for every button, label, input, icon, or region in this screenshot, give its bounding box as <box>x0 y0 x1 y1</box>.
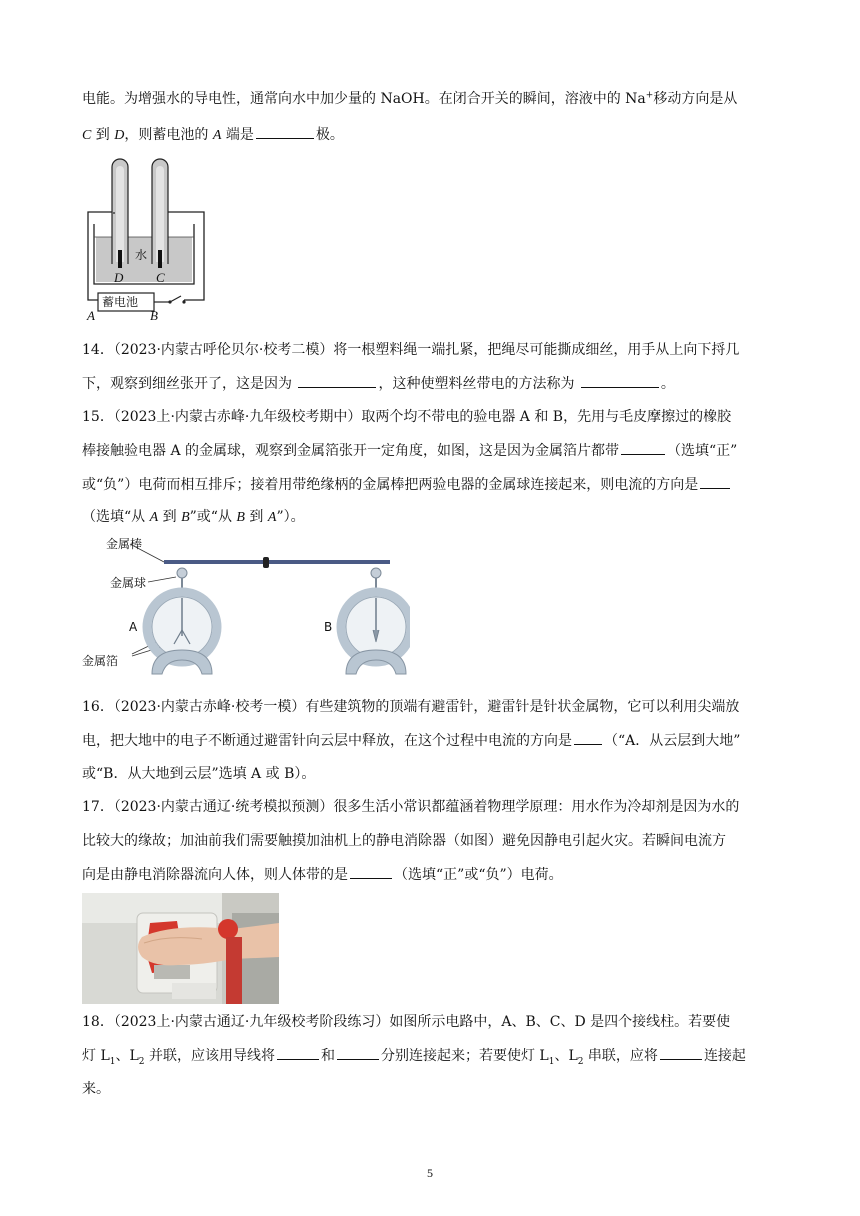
q15-line-3: 或“负”）电荷而相互排斥；接着用带绝缘柄的金属棒把两验电器的金属球连接起来，则电流的方向是 <box>82 474 732 495</box>
electrolysis-figure <box>80 152 210 324</box>
terminal-a-label: A <box>87 308 95 323</box>
q18-line-1: 18．（2023上·内蒙古通辽·九年级校考阶段练习）如图所示电路中，A、B、C、D 是四个接线柱。若要使 <box>82 1014 731 1030</box>
q15-line-4: （选填“从 A 到 B”或“从 B 到 A”）。 <box>82 509 305 525</box>
static-eliminator-photo <box>82 893 279 1004</box>
battery-label: 蓄电池 <box>102 295 139 309</box>
answer-blank <box>621 440 665 455</box>
q16-line-3: 或“B．从大地到云层”选填 A 或 B）。 <box>82 766 316 782</box>
q15-line-2: 棒接触验电器 A 的金属球，观察到金属箔张开一定角度，如图，这是因为金属箔片都带 （选填“正” <box>82 440 737 461</box>
page-number: 5 <box>427 1166 433 1180</box>
q18-line-3: 来。 <box>82 1081 110 1097</box>
answer-blank <box>574 730 602 745</box>
q16-line-2: 电，把大地中的电子不断通过避雷针向云层中释放，在这个过程中电流的方向是 （“A．从云层到大地” <box>82 730 740 751</box>
terminal-b-label: B <box>150 308 158 323</box>
electrode-c-label: C <box>156 270 165 285</box>
q15-line-1: 15．（2023上·内蒙古赤峰·九年级校考期中）取两个均不带电的验电器 A 和 B，先用与毛皮摩擦过的橡胶 <box>82 409 732 425</box>
answer-blank <box>256 124 314 139</box>
q17-line-2: 比较大的缘故；加油前我们需要触摸加油机上的静电消除器（如图）避免因静电引起火灾。若瞬间电流方 <box>82 833 726 849</box>
answer-blank <box>277 1045 319 1060</box>
q14-line-2: 下，观察到细丝张开了，这是因为 ，这种使塑料丝带电的方法称为 。 <box>82 373 675 394</box>
metal-ball-label: 金属球 <box>110 576 147 590</box>
q17-line-3: 向是由静电消除器流向人体，则人体带的是 （选填“正”或“负”）电荷。 <box>82 864 563 885</box>
q16-line-1: 16．（2023·内蒙古赤峰·校考一模）有些建筑物的顶端有避雷针，避雷针是针状金属物，它可以利用尖端放 <box>82 699 740 715</box>
answer-blank <box>337 1045 379 1060</box>
q14-line-1: 14．（2023·内蒙古呼伦贝尔·校考二模）将一根塑料绳一端扎紧，把绳尽可能撕成细丝，用手从上向下捋几 <box>82 342 740 358</box>
answer-blank <box>700 474 730 489</box>
metal-rod-label: 金属棒 <box>106 537 143 551</box>
q13-line-1: 电能。为增强水的导电性，通常向水中加少量的 NaOH。在闭合开关的瞬间，溶液中的 Na+移动方向是从 <box>82 90 738 107</box>
electroscope-b-label: B <box>324 620 333 634</box>
metal-foil-label: 金属箔 <box>82 654 119 668</box>
answer-blank <box>350 864 392 879</box>
answer-blank <box>581 373 659 388</box>
q18-line-2: 灯 $L_1$、$L_2$ 并联，应该用导线将 和 分别连接起来；若要使灯 $L_1$、$L_2$ 串联，应将 连接起 <box>82 1045 746 1066</box>
electrode-d-label: D <box>114 270 124 285</box>
electroscope-figure <box>80 532 410 682</box>
answer-blank <box>660 1045 702 1060</box>
water-label: 水 <box>135 248 148 262</box>
q17-line-1: 17．（2023·内蒙古通辽·统考模拟预测）很多生活小常识都蕴涵着物理学原理：用水作为冷却剂是因为水的 <box>82 799 740 815</box>
answer-blank <box>298 373 376 388</box>
q13-line-2: C 到 D，则蓄电池的 A 端是 极。 <box>82 124 344 146</box>
electroscope-a-label: A <box>129 620 138 634</box>
